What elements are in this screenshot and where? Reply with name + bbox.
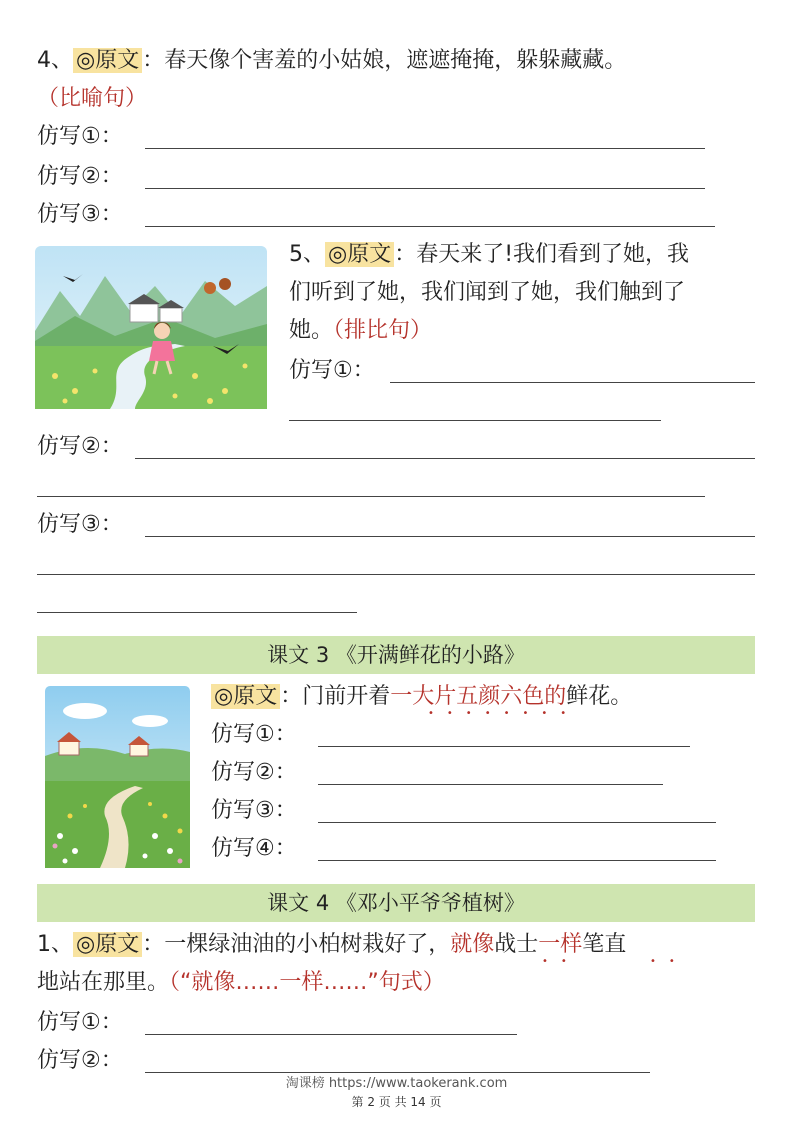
s5-line3b[interactable] [37, 574, 755, 575]
lesson4-text-b: 就像 [450, 932, 495, 957]
lesson3-line2-label: 仿写②： [211, 760, 297, 785]
lesson3-original-label: ◎原文 [211, 684, 280, 709]
lesson4-text-c: 战士 [494, 932, 539, 957]
s4-original-label: ◎原文 [73, 48, 142, 73]
lesson4-emphasis-dots-2: •• [650, 956, 688, 967]
lesson4-type: （“就像……一样……”句式） [169, 970, 445, 995]
s4-type: （比喻句） [37, 86, 148, 111]
s4-line2-label: 仿写②： [37, 164, 123, 189]
s5-original-label: ◎原文 [325, 242, 394, 267]
s5-text1: 春天来了!我们看到了她，我 [416, 242, 690, 267]
s4-sentence [37, 46, 626, 76]
lesson3-line3-label: 仿写③： [211, 798, 297, 823]
s5-line2b[interactable] [37, 496, 705, 497]
lesson4-line1-label: 仿写①： [37, 1010, 123, 1035]
s5-sentence-line1 [289, 240, 689, 270]
s4-line3[interactable] [145, 226, 715, 227]
lesson3-line1-label: 仿写①： [211, 722, 297, 747]
lesson3-line1[interactable] [318, 746, 690, 747]
lesson4-number: 1、 [37, 932, 73, 957]
lesson4-sentence-line1 [37, 930, 626, 960]
lesson3-line4-label: 仿写④： [211, 836, 297, 861]
lesson4-text-d: 一样 [538, 932, 583, 957]
s5-type: （排比句） [333, 318, 433, 343]
flower-path-illustration [45, 686, 190, 868]
spring-girl-illustration [35, 246, 267, 409]
lesson4-sentence-line2 [37, 968, 445, 998]
s5-line3-label: 仿写③： [37, 512, 123, 537]
s4-line1[interactable] [145, 148, 705, 149]
s5-line2-label: 仿写②： [37, 434, 123, 459]
lesson4-line1[interactable] [145, 1034, 517, 1035]
s5-line2a[interactable] [135, 458, 755, 459]
lesson3-line2[interactable] [318, 784, 663, 785]
s5-text3: 她。 [289, 318, 334, 343]
lesson4-text-e: 笔直 [582, 932, 627, 957]
s5-text2: 们听到了她，我们闻到了她，我们触到了 [289, 280, 686, 305]
s5-colon: ： [394, 242, 417, 267]
lesson4-emphasis-dots-1: •• [542, 956, 580, 967]
lesson4-original-label: ◎原文 [73, 932, 142, 957]
lesson3-emphasis-dots: •••••••• [428, 708, 580, 719]
s5-line3a[interactable] [145, 536, 755, 537]
lesson3-banner: 课文 3 《开满鲜花的小路》 [37, 636, 755, 674]
lesson3-text-a: 门前开着 [302, 684, 391, 709]
s4-colon: ： [142, 48, 165, 73]
lesson4-banner: 课文 4 《邓小平爷爷植树》 [37, 884, 755, 922]
s4-line3-label: 仿写③： [37, 202, 123, 227]
lesson3-colon: ： [280, 684, 303, 709]
s5-line1a[interactable] [390, 382, 755, 383]
lesson4-text2: 地站在那里。 [37, 970, 170, 995]
lesson3-line3[interactable] [318, 822, 716, 823]
s4-line2[interactable] [145, 188, 705, 189]
s4-number: 4、 [37, 48, 73, 73]
lesson4-colon: ： [142, 932, 165, 957]
lesson3-text-b: 一大片五颜六色的 [390, 684, 567, 709]
s5-sentence-line3 [289, 316, 432, 346]
lesson4-line2-label: 仿写②： [37, 1048, 123, 1073]
s4-line1-label: 仿写①： [37, 124, 123, 149]
footer-watermark: 淘课榜 https://www.taokerank.com [285, 1076, 508, 1091]
s4-text: 春天像个害羞的小姑娘，遮遮掩掩，躲躲藏藏。 [164, 48, 627, 73]
lesson3-text-c: 鲜花。 [566, 684, 633, 709]
lesson3-line4[interactable] [318, 860, 716, 861]
page-number: 第 2 页 共 14 页 [351, 1095, 442, 1109]
s5-number: 5、 [289, 242, 325, 267]
lesson4-text-a: 一棵绿油油的小柏树栽好了， [164, 932, 451, 957]
s5-line1b[interactable] [289, 420, 661, 421]
s5-line1-label: 仿写①： [289, 358, 375, 383]
s5-line3c[interactable] [37, 612, 357, 613]
